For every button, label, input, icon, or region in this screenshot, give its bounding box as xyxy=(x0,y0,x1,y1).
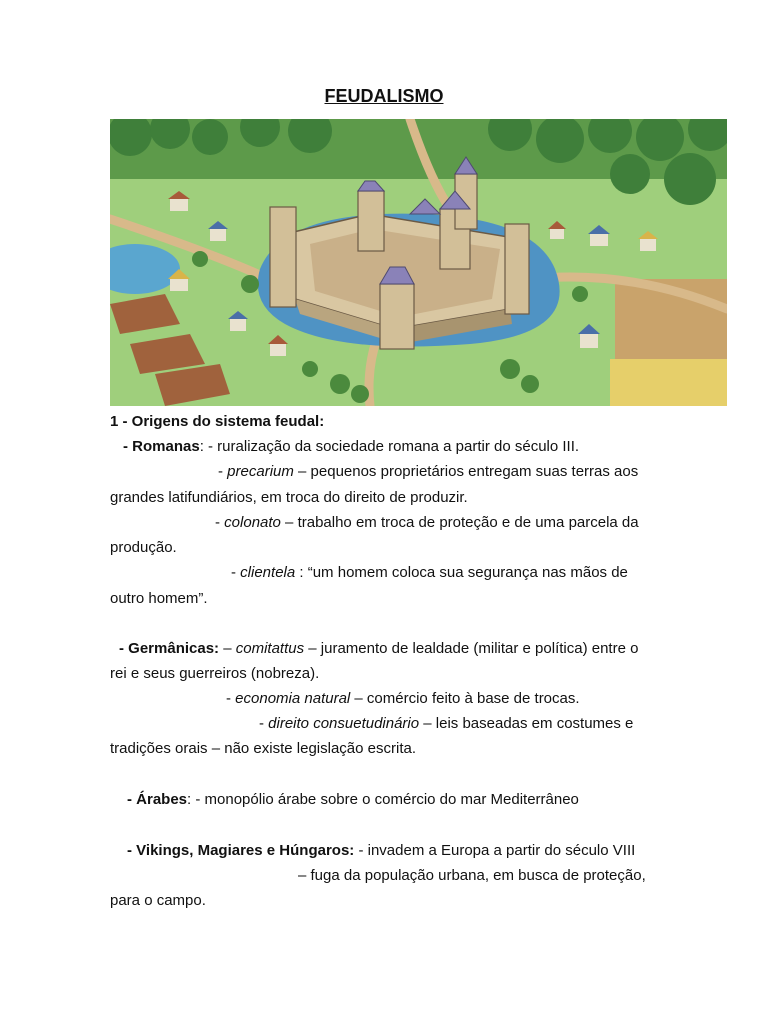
direito-line-2: tradições orais – não existe legislação escrita. xyxy=(110,740,416,757)
germanicas-label: - Germânicas: xyxy=(119,640,220,657)
colonato-line-2: produção. xyxy=(110,539,177,556)
vikings-label: - Vikings, Magiares e Húngaros: xyxy=(127,842,355,859)
romanas-line xyxy=(123,438,671,456)
clientela-line-1: - clientela : “um homem coloca sua segurança nas mãos de xyxy=(231,564,628,581)
arabes-line: - Árabes: - monopólio árabe sobre o comércio do mar Mediterrâneo xyxy=(127,791,579,808)
arabes-label: - Árabes xyxy=(127,791,188,808)
clientela-term: clientela xyxy=(240,564,296,581)
precarium-term: precarium xyxy=(227,463,294,480)
precarium-line-2: grandes latifundiários, em troca do direito de produzir. xyxy=(110,489,468,506)
vikings-line-3: para o campo. xyxy=(110,892,206,909)
castle-illustration xyxy=(110,119,727,406)
colonato-line-1: - colonato – trabalho em troca de proteção e de uma parcela da xyxy=(215,514,639,531)
comitattus-term: comitattus xyxy=(235,640,305,657)
economia-line: - economia natural – comércio feito à base de trocas. xyxy=(226,690,580,707)
romanas-text: : - ruralização da sociedade romana a partir do século III. xyxy=(199,438,580,455)
page-title: FEUDALISMO xyxy=(324,86,444,106)
germanicas-line-2: rei e seus guerreiros (nobreza). xyxy=(110,665,320,682)
economia-term: economia natural xyxy=(235,690,351,707)
vikings-line-1: - Vikings, Magiares e Húngaros: - invadem a Europa a partir do século VIII xyxy=(127,842,636,859)
origins-heading: 1 - Origens do sistema feudal: xyxy=(110,413,325,430)
romanas-label: - Romanas xyxy=(123,438,200,455)
direito-term: direito consuetudinário xyxy=(268,715,420,732)
germanicas-line-1: - Germânicas: – comitattus – juramento de lealdade (militar e política) entre o xyxy=(119,640,639,657)
precarium-line-1: - precarium – pequenos proprietários entregam suas terras aos xyxy=(218,463,639,480)
colonato-term: colonato xyxy=(224,514,281,531)
direito-line-1: - direito consuetudinário – leis baseadas em costumes e xyxy=(259,715,634,732)
clientela-line-2: outro homem”. xyxy=(110,590,208,607)
vikings-line-2: – fuga da população urbana, em busca de proteção, xyxy=(298,867,646,884)
